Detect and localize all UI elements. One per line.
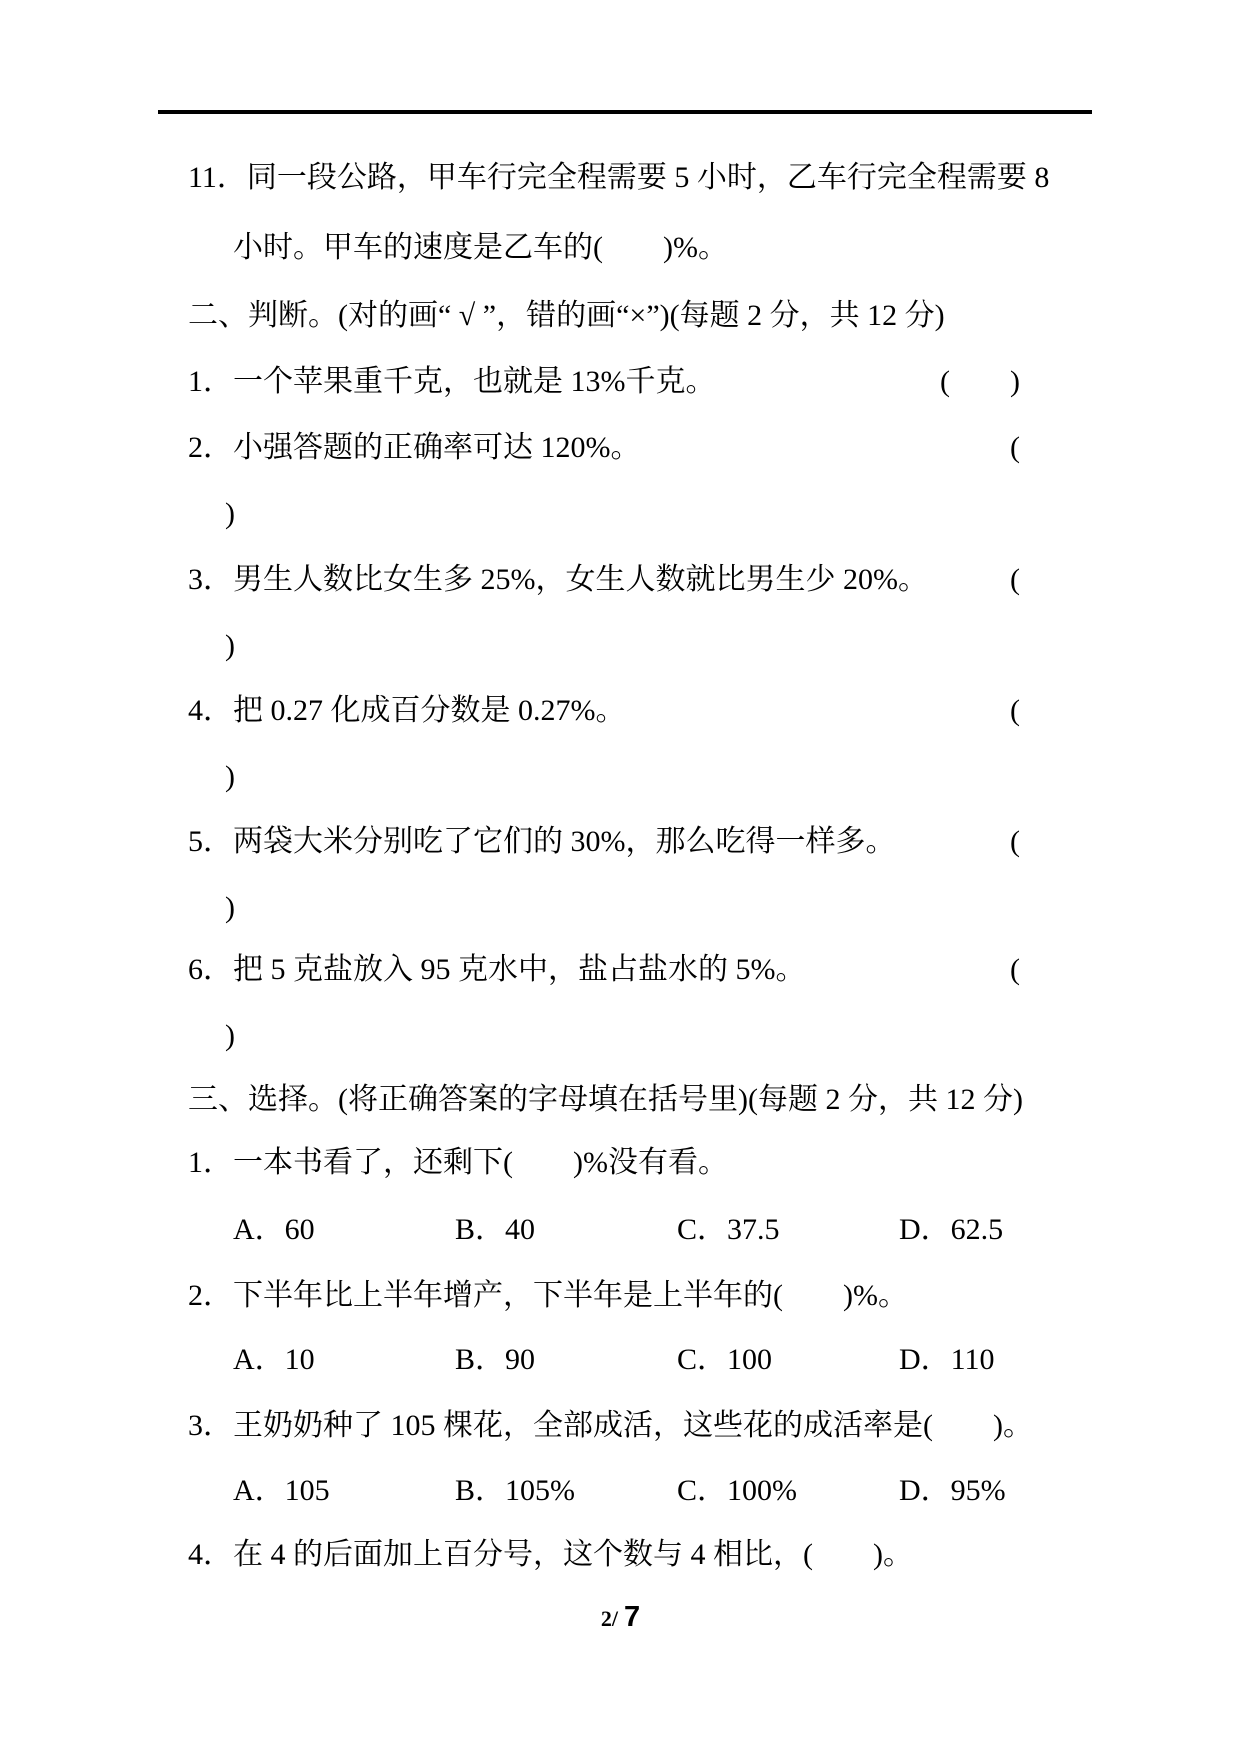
choice-option-d: D．110: [899, 1343, 995, 1376]
answer-bracket: ( ): [940, 365, 1020, 398]
choice-option-b: B．40: [455, 1213, 536, 1246]
answer-bracket-close: ): [225, 629, 235, 662]
choice-question-3: 3．王奶奶种了 105 棵花，全部成活，这些花的成活率是( )。: [188, 1409, 1033, 1442]
choice-question-1: 1．一本书看了，还剩下( )%没有看。: [188, 1146, 728, 1179]
page-number-total: 7: [623, 1601, 641, 1633]
judge-question-4: [188, 691, 1020, 731]
answer-bracket-open: (: [1010, 694, 1020, 727]
question-11-line2: 小时。甲车的速度是乙车的( )%。: [233, 231, 728, 264]
header-divider: [158, 110, 1092, 114]
choice-options-3: [233, 1471, 1006, 1511]
section-judge-heading: 二、判断。(对的画“ √ ”，错的画“×”)(每题 2 分，共 12 分): [188, 299, 945, 332]
judge-question-3: [188, 560, 1020, 600]
choice-option-c: C．100%: [677, 1474, 797, 1507]
answer-bracket-close: ): [225, 760, 235, 793]
choice-option-b: B．90: [455, 1343, 536, 1376]
answer-bracket-close: ): [225, 497, 235, 530]
judge-question-1: [188, 362, 1020, 402]
answer-bracket-open: (: [1010, 431, 1020, 464]
question-text: 6．把 5 克盐放入 95 克水中，盐占盐水的 5%。: [188, 953, 806, 986]
choice-option-a: A．60: [233, 1213, 315, 1246]
page-footer: [0, 1600, 1241, 1636]
answer-bracket-close: ): [225, 891, 235, 924]
judge-question-2: [188, 428, 1020, 468]
choice-options-2: [233, 1340, 995, 1380]
question-11-line1: 11．同一段公路，甲车行完全程需要 5 小时，乙车行完全程需要 8: [188, 161, 1050, 194]
section-choice-heading: 三、选择。(将正确答案的字母填在括号里)(每题 2 分，共 12 分): [188, 1083, 1023, 1116]
question-text: 1．一个苹果重千克，也就是 13%千克。: [188, 365, 716, 398]
judge-question-6: [188, 950, 1020, 990]
choice-option-c: C．37.5: [677, 1213, 780, 1246]
question-text: 3．男生人数比女生多 25%，女生人数就比男生少 20%。: [188, 563, 928, 596]
answer-bracket-open: (: [1010, 563, 1020, 596]
question-text: 4．把 0.27 化成百分数是 0.27%。: [188, 694, 626, 727]
choice-option-a: A．105: [233, 1474, 330, 1507]
choice-option-c: C．100: [677, 1343, 773, 1376]
answer-bracket-open: (: [1010, 825, 1020, 858]
choice-option-b: B．105%: [455, 1474, 575, 1507]
answer-bracket-open: (: [1010, 953, 1020, 986]
choice-option-d: D．95%: [899, 1474, 1006, 1507]
answer-bracket-close: ): [225, 1019, 235, 1052]
choice-question-4: 4．在 4 的后面加上百分号，这个数与 4 相比，( )。: [188, 1538, 913, 1571]
choice-option-d: D．62.5: [899, 1213, 1004, 1246]
question-text: 5．两袋大米分别吃了它们的 30%，那么吃得一样多。: [188, 825, 896, 858]
choice-option-a: A．10: [233, 1343, 315, 1376]
page-number-current: 2/: [600, 1606, 618, 1631]
judge-question-5: [188, 822, 1020, 862]
choice-question-2: 2．下半年比上半年增产，下半年是上半年的( )%。: [188, 1279, 908, 1312]
choice-options-1: [233, 1210, 1003, 1250]
question-text: 2．小强答题的正确率可达 120%。: [188, 431, 641, 464]
